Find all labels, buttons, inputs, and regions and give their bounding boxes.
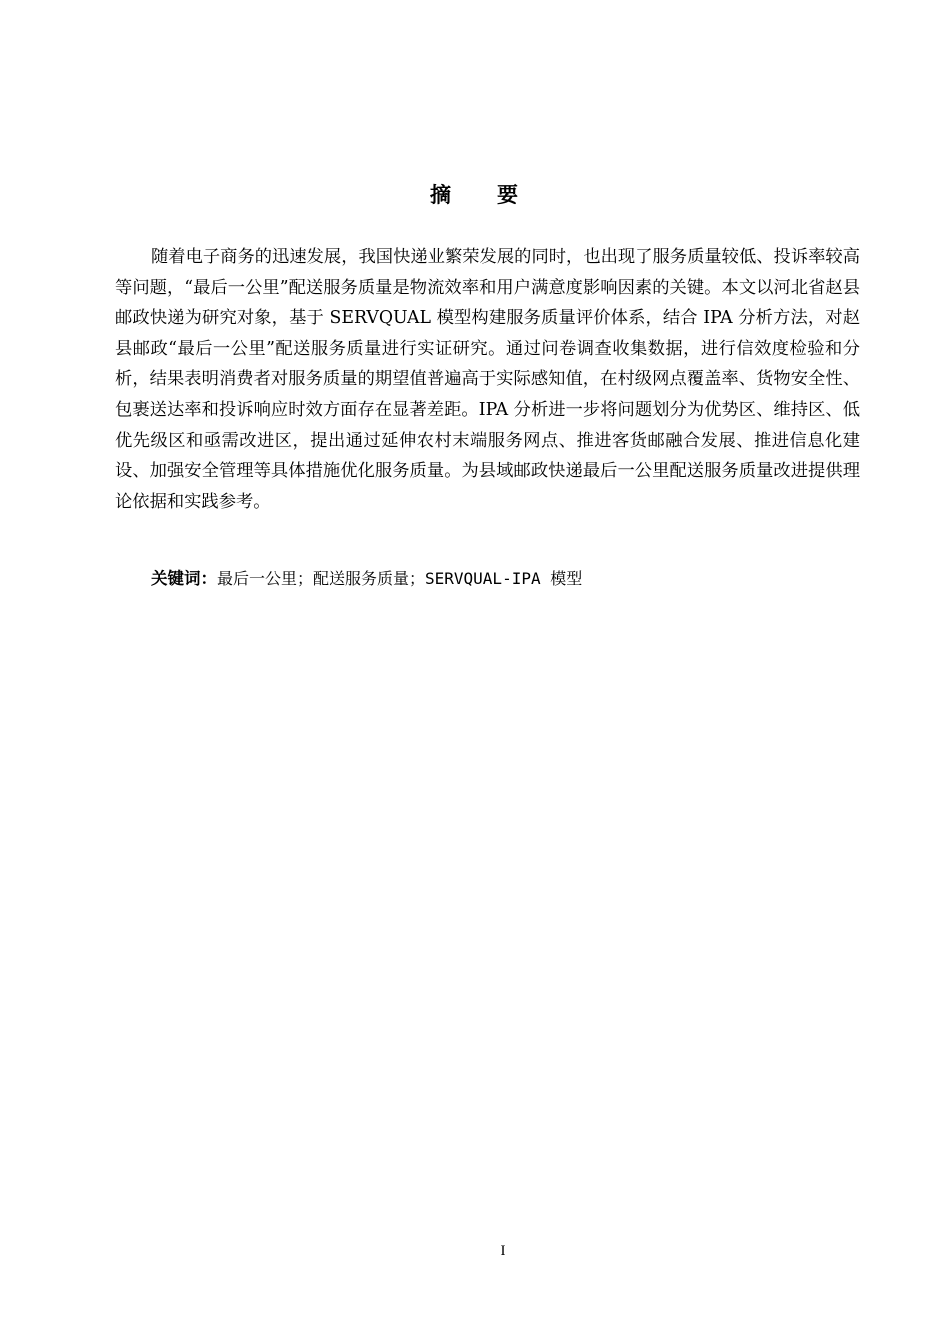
keywords-text: 最后一公里；配送服务质量；SERVQUAL-IPA 模型 [217, 569, 583, 588]
abstract-title-left: 摘 [430, 183, 453, 207]
keywords-label: 关键词： [151, 569, 217, 588]
abstract-title [0, 178, 950, 212]
page-number: I [500, 1243, 506, 1259]
keywords-line [115, 564, 860, 595]
abstract-body: 随着电子商务的迅速发展，我国快递业繁荣发展的同时，也出现了服务质量较低、投诉率较高等问题，“最后一公里”配送服务质量是物流效率和用户满意度影响因素的关键。本文以河北省赵县邮政快递为研究对象，基于 SERVQUAL 模型构建服务质量评价体系，结合 IPA 分析方法，对赵县邮政“最后一公里”配送服务质量进行实证研究。通过问卷调查收集数据，进行信效度检验和分析，结果表明消费者对服务质量的期望值普遍高于实际感知值，在村级网点覆盖率、货物安全性、包裹送达率和投诉响应时效方面存在显著差距。IPA 分析进一步将问题划分为优势区、维持区、低优先级区和亟需改进区，提出通过延伸农村末端服务网点、推进客货邮融合发展、推进信息化建设、加强安全管理等具体措施优化服务质量。为县域邮政快递最后一公里配送服务质量改进提供理论依据和实践参考。 [115, 247, 860, 512]
abstract-title-right: 要 [497, 183, 520, 207]
